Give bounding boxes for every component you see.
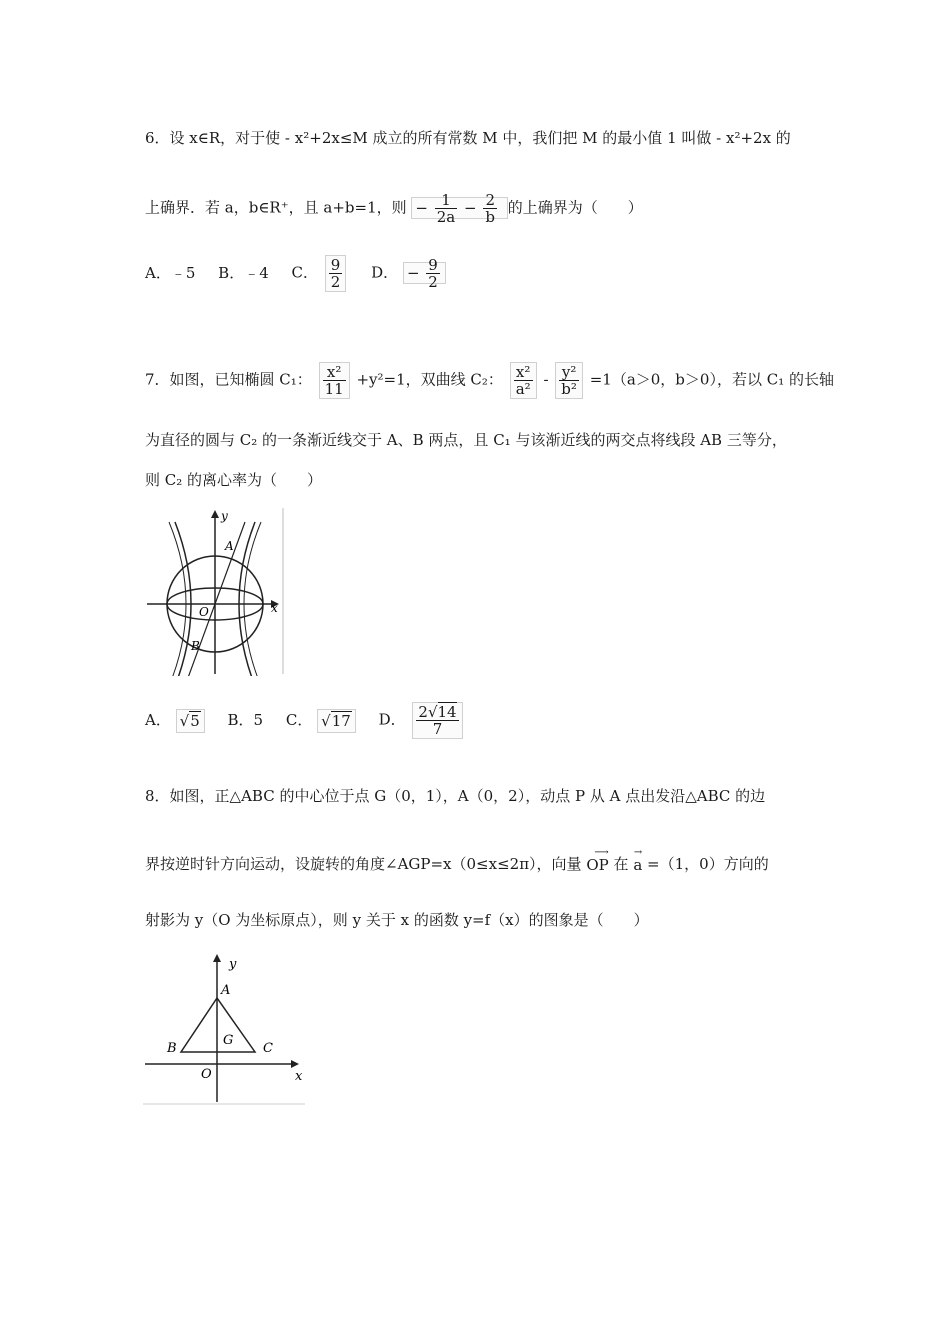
- fraction-1-over-2a: $\frac{1}{2a}$: [436, 191, 456, 226]
- fig7-label-a: A: [225, 539, 234, 553]
- neg-fraction-9-over-2: − $\frac{9}{2}$: [403, 262, 446, 284]
- fig7-label-x: x: [271, 601, 278, 615]
- vector-arrow-icon: →: [633, 847, 643, 858]
- fig8-label-a: A: [221, 983, 231, 998]
- ellipse-fraction: $\frac{\text{x²}}{11}$: [319, 362, 350, 399]
- q7-line2: 为直径的圆与 C₂ 的一条渐近线交于 A、B 两点，且 C₁ 与该渐近线的两交点将线段 AB 三等分，: [145, 431, 787, 449]
- fraction-2-over-b: $\frac{2}{b}$: [485, 191, 496, 226]
- vector-op: ⟶ OP: [586, 847, 609, 874]
- fig7-label-o: O: [199, 605, 209, 619]
- sqrt-5: √5: [176, 709, 205, 733]
- q6-line2: [145, 192, 643, 225]
- vector-a: → a: [633, 847, 643, 874]
- q6-line1: 6．设 x∈R，对于使 - x²+2x≤M 成立的所有常数 M 中，我们把 M 的最小值 1 叫做 - x²+2x 的: [145, 129, 791, 147]
- q6-option-b[interactable]: B．﹣4: [218, 263, 269, 282]
- q6-line2-post: 的上确界为（ ）: [507, 198, 643, 217]
- minus-sign: −: [415, 198, 428, 217]
- q6-line2-pre: 上确界．若 a，b∈R⁺，且 a+b=1，则: [145, 198, 407, 217]
- hyperbola-fraction-y: $\frac{\text{y²}}{\text{b²}}$: [555, 362, 583, 399]
- fig8-label-o: O: [201, 1067, 212, 1082]
- hyperbola-fraction-x: $\frac{\text{x²}}{\text{a²}}$: [510, 362, 537, 399]
- q8-line2: 界按逆时针方向运动，设旋转的角度∠AGP=x（0≤x≤2π），向量 ⟶ OP 在 → a =（1，0）方向的: [145, 847, 769, 874]
- q8-figure: [143, 952, 307, 1108]
- q6-options: [145, 255, 464, 292]
- q8-line1: 8．如图，正△ABC 的中心位于点 G（0，1），A（0，2），动点 P 从 A 点出发沿△ABC 的边: [145, 787, 766, 805]
- q6-option-a[interactable]: A．﹣5: [145, 263, 196, 282]
- fraction-2sqrt14-over-7: $\frac{2√14}{7}$: [412, 702, 462, 739]
- q6-option-c[interactable]: C． $\frac{9}{2}$: [292, 255, 349, 292]
- fig7-label-y: y: [221, 509, 228, 523]
- fraction-9-over-2: $\frac{9}{2}$: [325, 255, 347, 292]
- minus-sign: −: [464, 198, 477, 217]
- q7-line3: 则 C₂ 的离心率为（ ）: [145, 471, 323, 489]
- q7-options: [145, 702, 483, 739]
- vector-arrow-icon: ⟶: [594, 847, 609, 858]
- fig8-label-b: B: [167, 1041, 177, 1056]
- sqrt-17: √17: [317, 709, 356, 733]
- q7-figure: [145, 508, 287, 676]
- fig7-label-b: B: [191, 639, 200, 653]
- q7-option-c[interactable]: C． √17: [286, 709, 356, 733]
- q8-line3: 射影为 y（O 为坐标原点），则 y 关于 x 的函数 y=f（x）的图象是（ ）: [145, 911, 649, 929]
- q6-option-d[interactable]: D． − $\frac{9}{2}$: [371, 257, 446, 290]
- q7-option-a[interactable]: A． √5: [145, 709, 205, 733]
- fig8-label-g: G: [223, 1033, 234, 1048]
- fig8-label-c: C: [263, 1041, 273, 1056]
- q7-option-d[interactable]: D． $\frac{2√14}{7}$: [379, 702, 465, 739]
- fig8-label-x: x: [295, 1069, 303, 1084]
- fig8-label-y: y: [229, 957, 237, 972]
- q7-option-b[interactable]: B．5: [227, 710, 264, 729]
- q6-expression: [411, 191, 507, 226]
- q7-line1: 7．如图，已知椭圆 C₁： $\frac{\text{x²}}{11}$ +y²=1，双曲线 C₂： $\frac{\text{x²}}{\text{a²}}$ - $\frac{\text{y²}}{\text{b²}}$ =1（a＞0，b＞0），若以 C₁ 的长轴: [145, 363, 834, 398]
